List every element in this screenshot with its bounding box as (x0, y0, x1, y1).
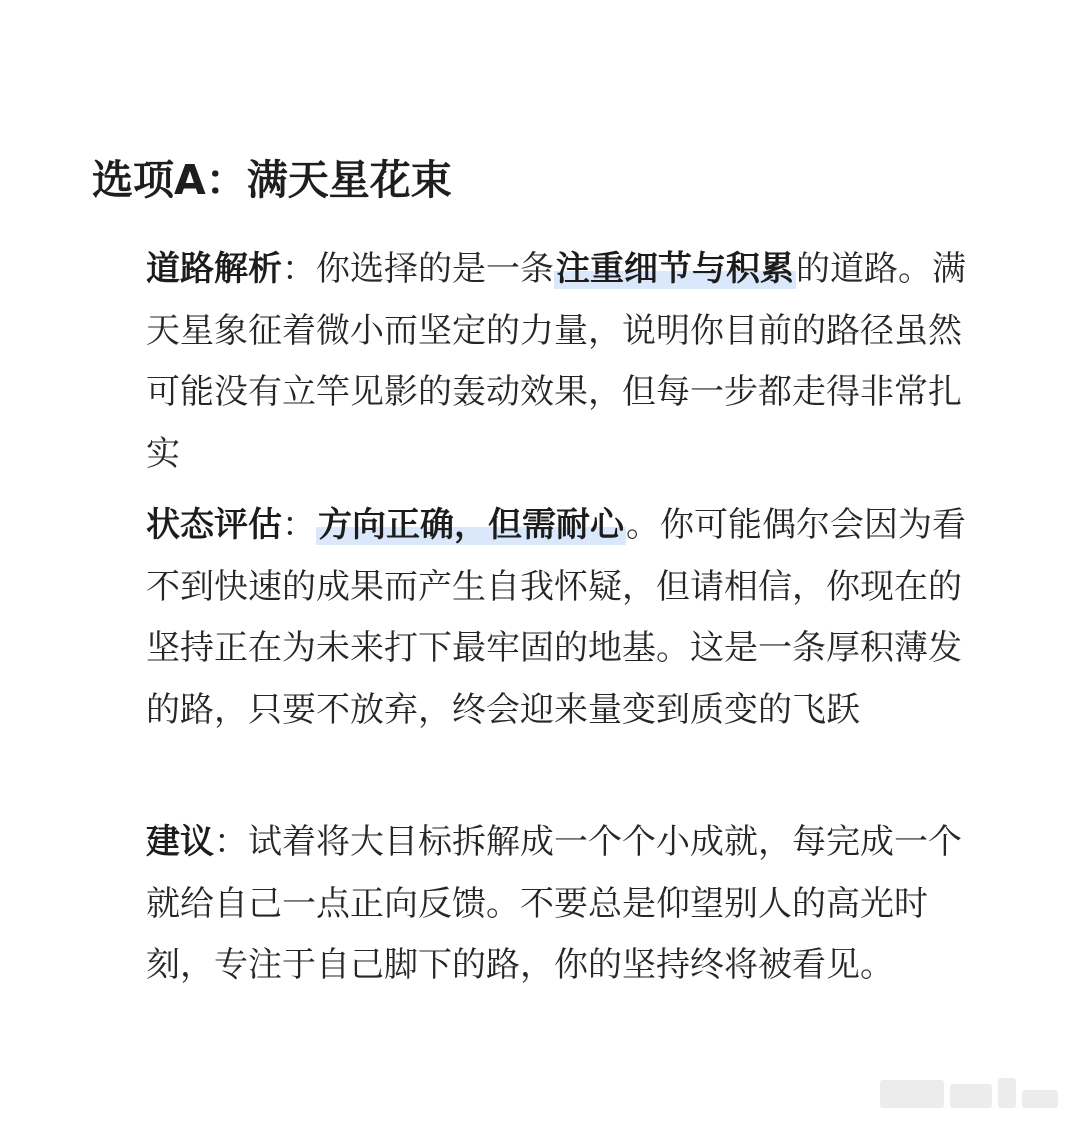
option-heading: 选项A：满天星花束 (92, 156, 452, 204)
body-text: 试着将大目标拆解成一个个小成就，每完成一个就给自己一点正向反馈。不要总是仰望别人的高光时刻，专注于自己脚下的路，你的坚持终将被看见。 (146, 822, 962, 985)
highlighted-phrase: 方向正确，但需耐心 (318, 505, 624, 545)
section-label: 状态评估 (146, 505, 282, 545)
label-colon: ： (282, 249, 316, 289)
body-text: 。你可能偶尔会因为看不到快速的成果而产生自我怀疑，但请相信，你现在的坚持正在为未来打下最牢固的地基。这是一条厚积薄发的路，只要不放弃，终会迎来量变到质变的飞跃 (146, 505, 966, 730)
body-text: 的道路。满天星象征着微小而坚定的力量，说明你目前的路径虽然可能没有立竿见影的轰动效果，但每一步都走得非常扎实 (146, 249, 966, 474)
watermark-logo (880, 1078, 1058, 1108)
section-label: 建议 (146, 822, 214, 862)
section-advice (146, 812, 982, 997)
label-colon: ： (214, 822, 248, 862)
section-path-analysis (146, 239, 982, 485)
body-text: 你选择的是一条 (316, 249, 554, 289)
section-label: 道路解析 (146, 249, 282, 289)
label-colon: ： (282, 505, 316, 545)
highlighted-phrase: 注重细节与积累 (556, 249, 794, 289)
section-status-assessment (146, 495, 982, 741)
